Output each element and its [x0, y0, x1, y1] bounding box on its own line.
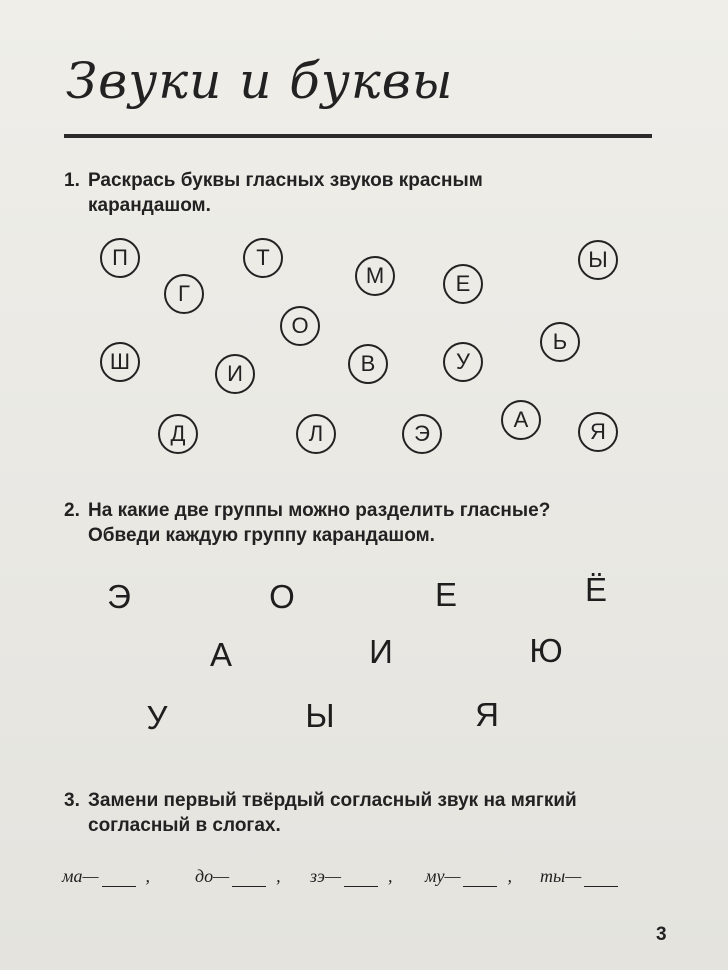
task-1-line-2: карандашом.	[88, 195, 211, 216]
task-3-question	[64, 788, 577, 838]
letter-circle[interactable]: Г	[164, 274, 204, 314]
vowel-letter[interactable]: Ё	[584, 571, 608, 608]
letter-circle[interactable]: В	[348, 344, 388, 384]
letter-circle[interactable]: Ы	[578, 240, 618, 280]
task-1-question	[64, 168, 483, 218]
task-2-line-1: На какие две группы можно разделить гласные?	[88, 500, 551, 521]
letter-circle[interactable]: Т	[243, 238, 283, 278]
letter-circle[interactable]: У	[443, 342, 483, 382]
letter-circle[interactable]: И	[215, 354, 255, 394]
title-underline	[64, 134, 652, 138]
syllable-exercise-2	[195, 866, 281, 887]
separator: ,	[507, 866, 512, 886]
task-3-line-1: Замени первый твёрдый согласный звук на мягкий	[88, 790, 577, 811]
vowel-letter[interactable]: Ю	[529, 632, 563, 669]
letter-circle[interactable]: А	[501, 400, 541, 440]
letter-circle[interactable]: Е	[443, 264, 483, 304]
answer-blank[interactable]	[584, 870, 618, 887]
task-1-line-1: Раскрась буквы гласных звуков красным	[88, 170, 483, 191]
task-3-line-2: согласный в слогах.	[88, 815, 281, 836]
answer-blank[interactable]	[102, 870, 136, 887]
syllable: ты—	[540, 866, 582, 886]
separator: ,	[145, 866, 150, 886]
task-2-question	[64, 498, 550, 548]
task-1-number: 1.	[64, 170, 80, 191]
vowel-letter[interactable]: О	[269, 578, 295, 615]
letter-circle[interactable]: Д	[158, 414, 198, 454]
syllable-exercise-3	[310, 866, 392, 887]
vowel-letter[interactable]: И	[369, 633, 393, 670]
vowel-letter[interactable]: Е	[434, 576, 458, 613]
task-2-line-2: Обведи каждую группу карандашом.	[88, 525, 435, 546]
answer-blank[interactable]	[463, 870, 497, 887]
letter-circle[interactable]: М	[355, 256, 395, 296]
page-title: Звуки и буквы	[66, 52, 454, 110]
syllable: му—	[425, 866, 461, 886]
syllable: зэ—	[310, 866, 341, 886]
letter-circle[interactable]: Ь	[540, 322, 580, 362]
separator: ,	[276, 866, 281, 886]
syllable-exercise-5	[540, 866, 618, 887]
syllable-exercise-4	[425, 866, 512, 887]
answer-blank[interactable]	[232, 870, 266, 887]
letter-circle[interactable]: П	[100, 238, 140, 278]
answer-blank[interactable]	[344, 870, 378, 887]
page-number: 3	[656, 924, 667, 945]
letter-circle[interactable]: Э	[402, 414, 442, 454]
task-2-number: 2.	[64, 500, 80, 521]
letter-circle[interactable]: Л	[296, 414, 336, 454]
syllable-exercise-1	[62, 866, 150, 887]
letter-circle[interactable]: Ш	[100, 342, 140, 382]
task-3-number: 3.	[64, 790, 80, 811]
vowel-letter[interactable]: Э	[107, 578, 131, 615]
separator: ,	[387, 866, 393, 886]
letter-circle[interactable]: О	[280, 306, 320, 346]
syllable: ма—	[62, 866, 99, 886]
vowel-letter[interactable]: Я	[475, 696, 499, 733]
vowel-letter[interactable]: У	[146, 699, 168, 736]
vowel-letter[interactable]: Ы	[305, 697, 335, 734]
vowel-letter[interactable]: А	[209, 636, 233, 673]
letter-circle[interactable]: Я	[578, 412, 618, 452]
syllable: до—	[195, 866, 230, 886]
